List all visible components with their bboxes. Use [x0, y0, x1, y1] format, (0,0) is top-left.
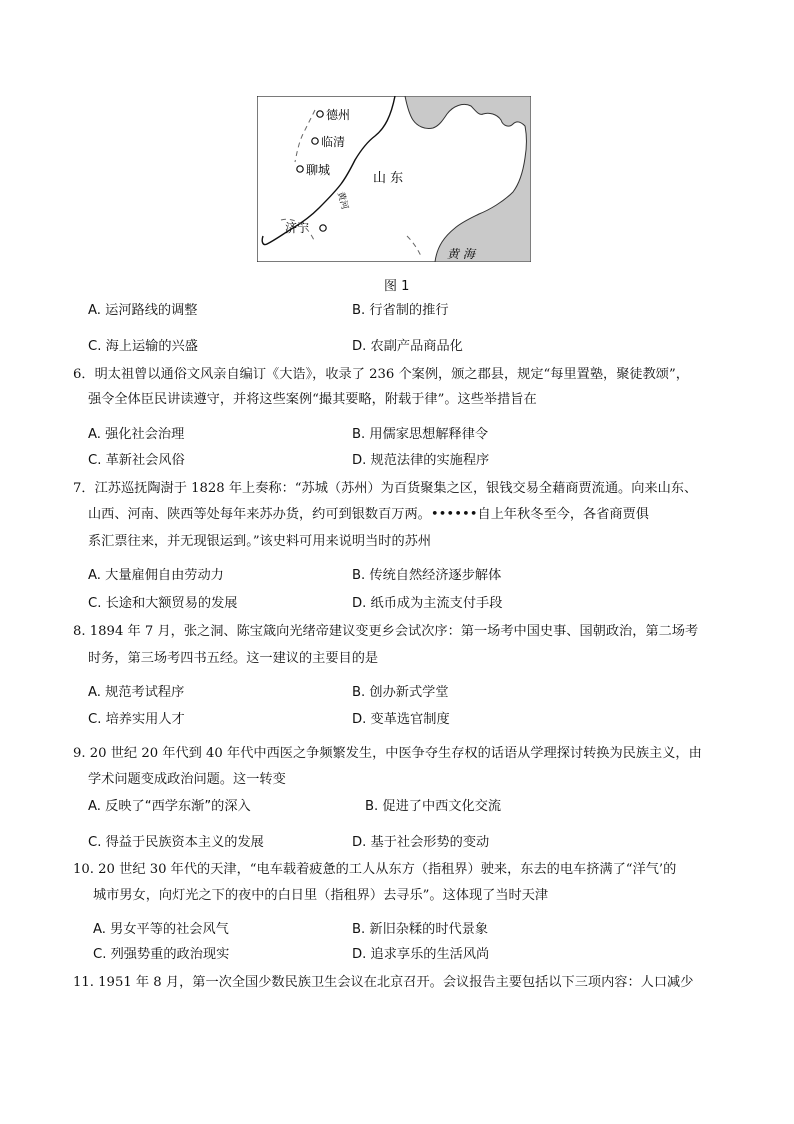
- linqing-marker: [312, 138, 318, 144]
- q5-option-b[interactable]: B. 行省制的推行: [352, 303, 449, 318]
- q9-option-d[interactable]: D. 基于社会形势的变动: [352, 835, 490, 850]
- q7-option-b[interactable]: B. 传统自然经济逐步解体: [352, 568, 502, 583]
- q10-stem-line1: 10. 20 世纪 30 年代的天津，“电车载着疲惫的工人从东方（指租界）驶来，东去的电车挤满了“洋气’的: [73, 862, 677, 877]
- q9-stem-line2: 学术问题变成政治问题。这一转变: [88, 772, 286, 787]
- q7-stem-line1: 7．江苏巡抚陶澍于 1828 年上奏称：“苏城（苏州）为百货聚集之区，银钱交易全藉商贾流通。向来山东、: [73, 481, 698, 496]
- q6-option-a[interactable]: A. 强化社会治理: [88, 427, 185, 442]
- q6-option-b[interactable]: B. 用儒家思想解释律令: [352, 427, 489, 442]
- q9-option-c[interactable]: C. 得益于民族资本主义的发展: [88, 835, 264, 850]
- linqing-label: 临清: [321, 135, 346, 149]
- shandong-label: 山 东: [373, 171, 404, 186]
- q7-option-d[interactable]: D. 纸币成为主流支付手段: [352, 596, 503, 611]
- q11-stem-line1: 11. 1951 年 8 月，第一次全国少数民族卫生会议在北京召开。会议报告主要包括以下三项内容：人口减少: [73, 975, 694, 990]
- dezhou-label: 德州: [326, 108, 351, 122]
- q8-option-c[interactable]: C. 培养实用人才: [88, 712, 185, 727]
- liaocheng-marker: [297, 166, 303, 172]
- figure-map: [257, 96, 531, 262]
- q7-stem-line2: 山西、河南、陕西等处每年来苏办货，约可到银数百万两。••••••自上年秋冬至今，各省商贾俱: [88, 507, 649, 522]
- q8-option-a[interactable]: A. 规范考试程序: [88, 685, 185, 700]
- q8-stem-line1: 8. 1894 年 7 月，张之洞、陈宝箴向光绪帝建议变更乡会试次序：第一场考中国史事、国朝政治，第二场考: [73, 624, 699, 639]
- q9-option-a[interactable]: A. 反映了“西学东渐”的深入: [88, 799, 251, 814]
- jining-marker: [320, 225, 326, 231]
- q6-option-c[interactable]: C. 革新社会风俗: [88, 453, 185, 468]
- q9-option-b[interactable]: B. 促进了中西文化交流: [365, 799, 502, 814]
- q6-stem-line1: 6．明太祖曾以通俗文风亲自编订《大诰》，收录了 236 个案例，颁之郡县，规定“每里置塾，聚徒教颂”，: [73, 367, 689, 382]
- yellow-sea-label: 黄 海: [447, 247, 475, 261]
- figure-caption: 图 1: [384, 279, 410, 294]
- q5-option-a[interactable]: A. 运河路线的调整: [88, 303, 198, 318]
- q9-stem-line1: 9. 20 世纪 20 年代到 40 年代中西医之争频繁发生，中医争夺生存权的话语从学理探讨转换为民族主义，由: [73, 746, 702, 761]
- q10-option-a[interactable]: A. 男女平等的社会风气: [93, 922, 229, 937]
- q10-option-b[interactable]: B. 新旧杂糅的时代景象: [352, 922, 489, 937]
- q10-option-d[interactable]: D. 追求享乐的生活风尚: [352, 947, 490, 962]
- yellow-river-label: 黄河: [334, 190, 350, 211]
- q8-option-b[interactable]: B. 创办新式学堂: [352, 685, 449, 700]
- q6-stem-line2: 强令全体臣民讲读遵守，并将这些案例“撮其要略，附载于律”。这些举措旨在: [88, 392, 537, 407]
- dezhou-marker: [317, 111, 323, 117]
- q7-option-a[interactable]: A. 大量雇佣自由劳动力: [88, 568, 224, 583]
- q5-option-c[interactable]: C. 海上运输的兴盛: [88, 339, 198, 354]
- q7-option-c[interactable]: C. 长途和大额贸易的发展: [88, 596, 238, 611]
- q6-option-d[interactable]: D. 规范法律的实施程序: [352, 453, 490, 468]
- q8-stem-line2: 时务，第三场考四书五经。这一建议的主要目的是: [88, 651, 379, 666]
- jining-label: 济宁: [285, 221, 310, 235]
- q8-option-d[interactable]: D. 变革选官制度: [352, 712, 450, 727]
- q10-stem-line2: 城市男女，向灯光之下的夜中的白日里（指租界）去寻乐”。这体现了当时天津: [93, 888, 549, 903]
- q10-option-c[interactable]: C. 列强势重的政治现实: [93, 947, 230, 962]
- q7-stem-line3: 系汇票往来，并无现银运到。”该史料可用来说明当时的苏州: [88, 534, 432, 549]
- liaocheng-label: 聊城: [306, 163, 331, 177]
- q5-option-d[interactable]: D. 农副产品商品化: [352, 339, 463, 354]
